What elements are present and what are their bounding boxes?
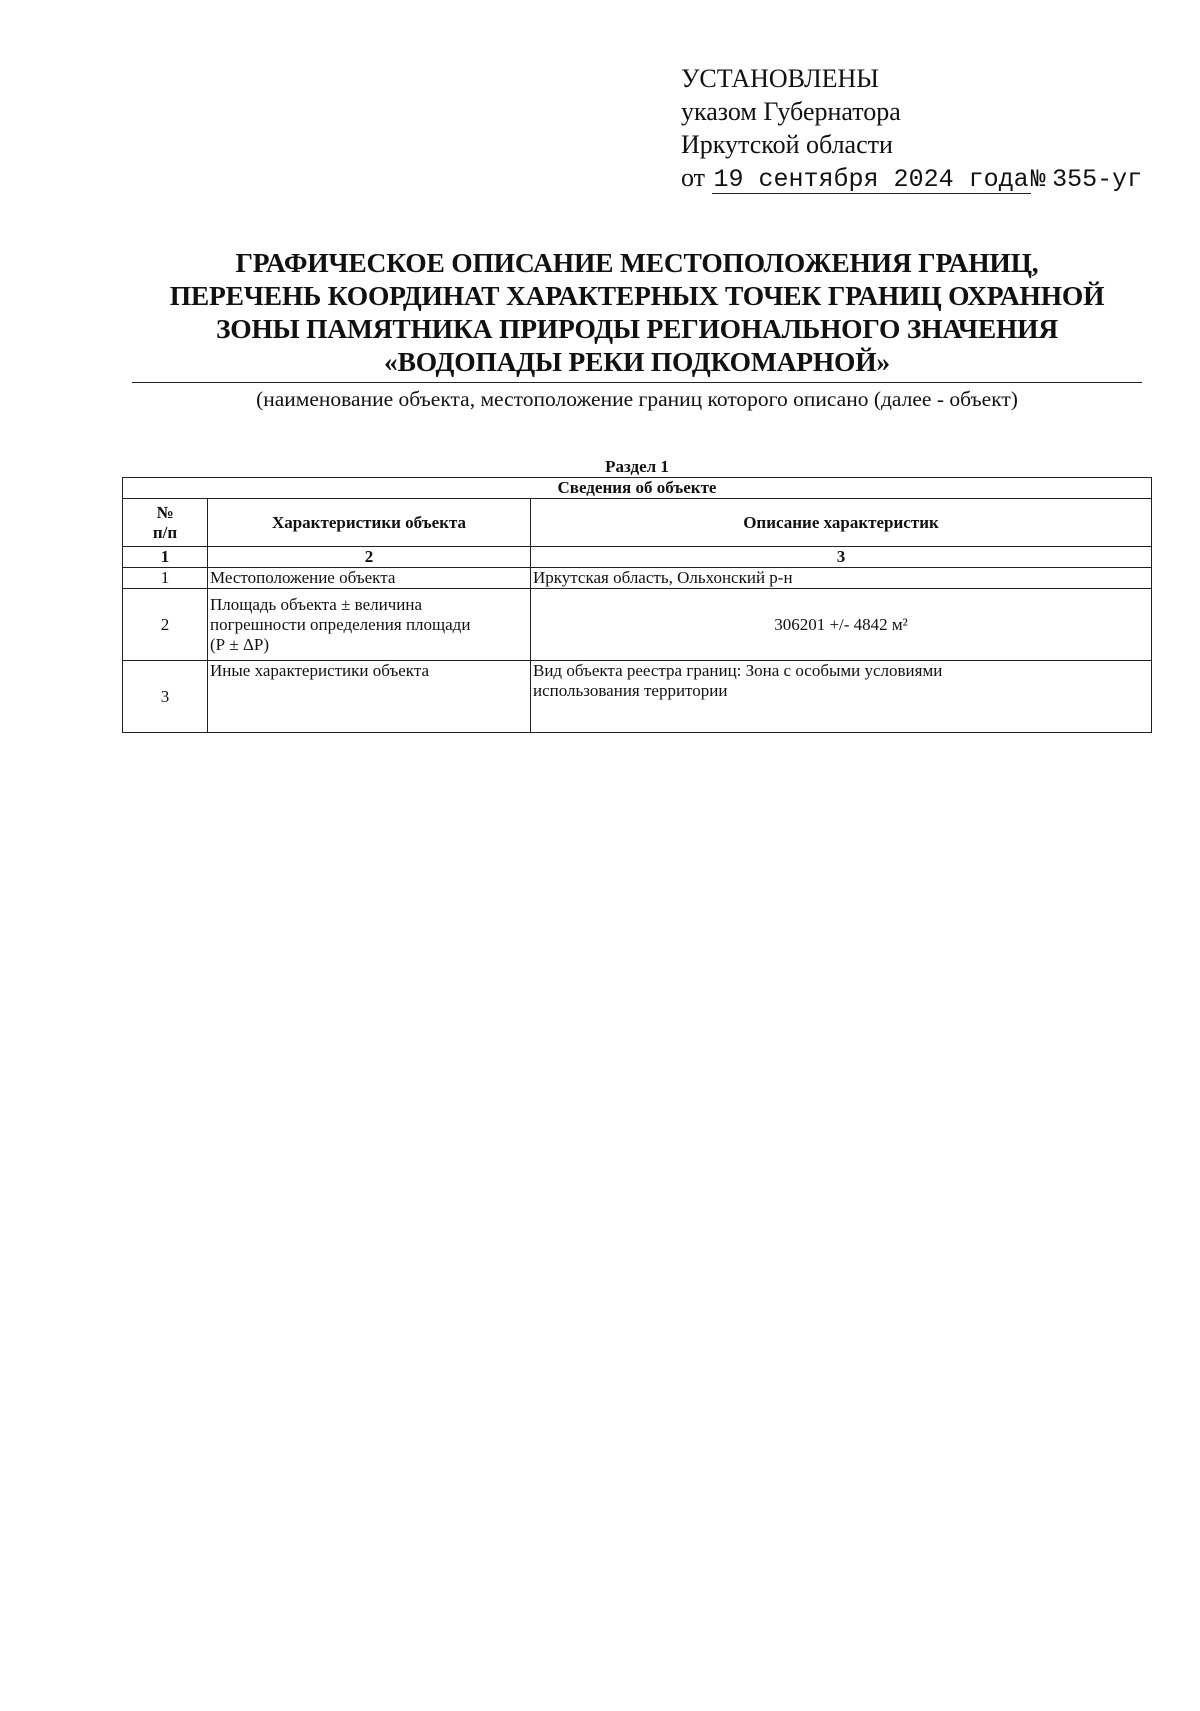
header-number-sign: № bbox=[156, 502, 174, 522]
title-line-2: ПЕРЕЧЕНЬ КООРДИНАТ ХАРАКТЕРНЫХ ТОЧЕК ГРАНИЦ ОХРАННОЙ bbox=[169, 280, 1105, 311]
row-characteristic-line: (Р ± ΔР) bbox=[210, 634, 269, 654]
row-number: 3 bbox=[123, 661, 208, 733]
approval-date-line bbox=[681, 161, 1142, 196]
header-number-abbr: п/п bbox=[152, 522, 178, 542]
row-characteristic-line: погрешности определения площади bbox=[210, 614, 471, 634]
row-characteristic bbox=[208, 589, 531, 661]
header-characteristics: Характеристики объекта bbox=[208, 499, 531, 547]
table-row bbox=[123, 661, 1152, 733]
header-number bbox=[123, 499, 208, 547]
title-caption: (наименование объекта, местоположение границ которого описано (далее - объект) bbox=[256, 387, 1018, 411]
column-number-2: 2 bbox=[208, 547, 531, 568]
title-line-4: «ВОДОПАДЫ РЕКИ ПОДКОМАРНОЙ» bbox=[384, 346, 890, 377]
number-sign: № bbox=[1030, 165, 1046, 194]
date-prefix: от bbox=[681, 163, 706, 192]
decree-date: 19 сентября 2024 года bbox=[713, 165, 1029, 194]
row-characteristic: Местоположение объекта bbox=[208, 568, 531, 589]
row-number: 2 bbox=[123, 589, 208, 661]
row-description bbox=[531, 661, 1152, 733]
title-line-3: ЗОНЫ ПАМЯТНИКА ПРИРОДЫ РЕГИОНАЛЬНОГО ЗНАЧЕНИЯ bbox=[215, 313, 1059, 344]
row-number: 1 bbox=[123, 568, 208, 589]
document-title bbox=[132, 246, 1142, 378]
row-description-line: использования территории bbox=[533, 681, 728, 700]
decree-number: 355-уг bbox=[1052, 165, 1143, 194]
table-row bbox=[123, 589, 1152, 661]
title-underline bbox=[132, 382, 1142, 383]
row-characteristic-line: Площадь объекта ± величина bbox=[210, 594, 423, 614]
row-description: 306201 +/- 4842 м² bbox=[531, 589, 1152, 661]
column-number-3: 3 bbox=[531, 547, 1152, 568]
approval-heading: УСТАНОВЛЕНЫ bbox=[681, 64, 879, 93]
row-characteristic: Иные характеристики объекта bbox=[208, 661, 531, 733]
object-info-table bbox=[122, 477, 1152, 733]
title-line-1: ГРАФИЧЕСКОЕ ОПИСАНИЕ МЕСТОПОЛОЖЕНИЯ ГРАНИЦ, bbox=[235, 247, 1039, 278]
table-caption: Сведения об объекте bbox=[123, 478, 1152, 499]
approval-stamp bbox=[681, 62, 1142, 196]
section-label: Раздел 1 bbox=[605, 457, 669, 476]
approval-region: Иркутской области bbox=[681, 130, 893, 159]
approval-authority: указом Губернатора bbox=[681, 97, 901, 126]
header-description: Описание характеристик bbox=[531, 499, 1152, 547]
table-row bbox=[123, 568, 1152, 589]
column-number-1: 1 bbox=[123, 547, 208, 568]
row-description-line: Вид объекта реестра границ: Зона с особыми условиями bbox=[533, 661, 943, 680]
row-description: Иркутская область, Ольхонский р-н bbox=[531, 568, 1152, 589]
